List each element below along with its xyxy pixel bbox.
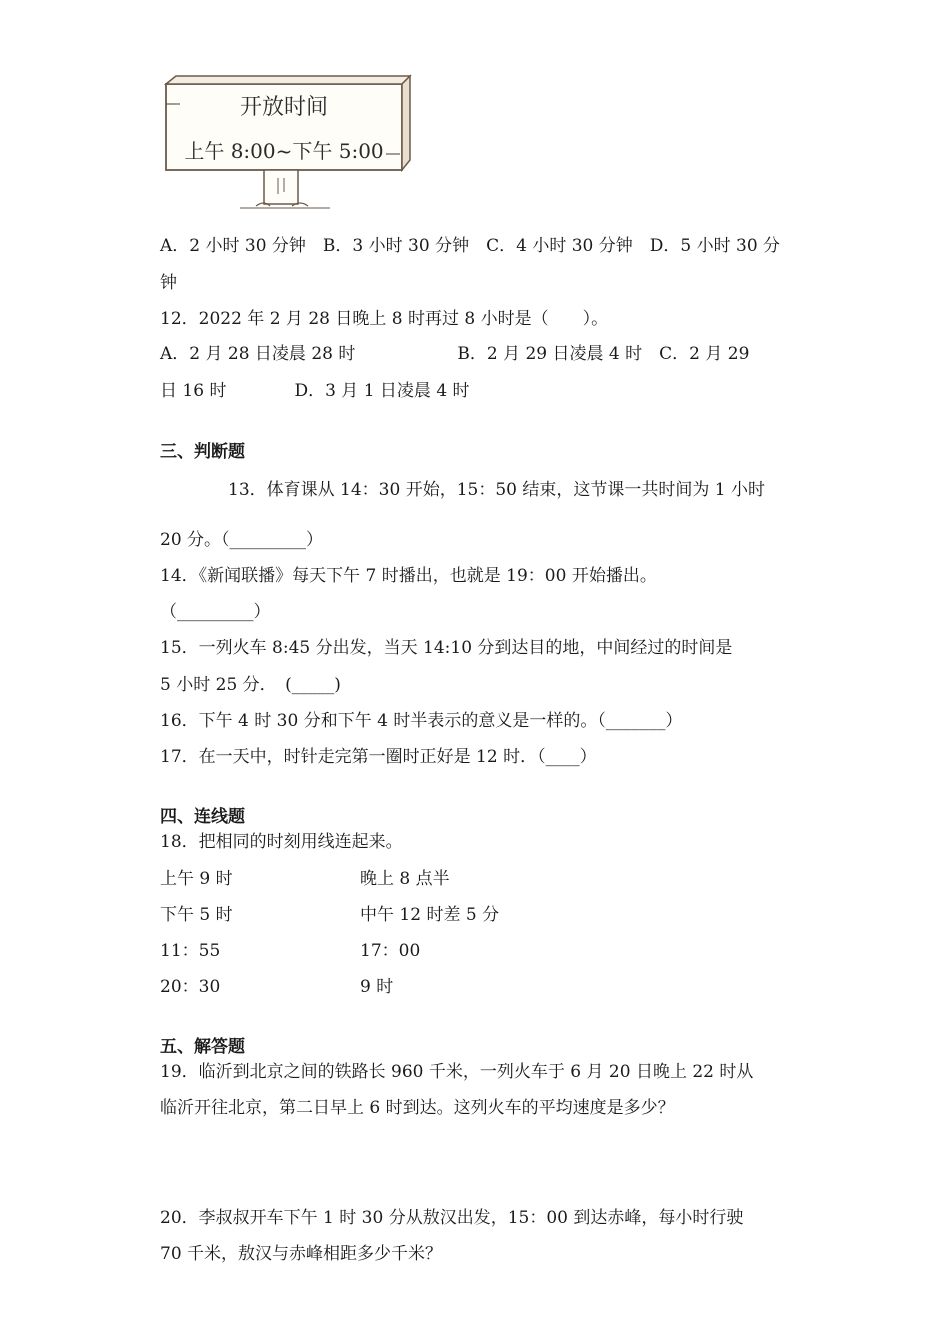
q11-options-line1: A．2 小时 30 分钟 B．3 小时 30 分钟 C．4 小时 30 分钟 D．5 小时 30 分 xyxy=(160,236,781,256)
match-left-item: 11：55 xyxy=(160,941,221,961)
q13-line2: 20 分。（_________） xyxy=(160,530,324,550)
opening-hours-sign xyxy=(160,74,412,212)
q15-line2: 5 小时 25 分． (_____) xyxy=(160,675,341,695)
q20-line2: 70 千米，敖汉与赤峰相距多少千米？ xyxy=(160,1244,443,1264)
match-left-item: 上午 9 时 xyxy=(160,869,233,889)
q20-line1: 20．李叔叔开车下午 1 时 30 分从敖汉出发，15：00 到达赤峰，每小时行驶 xyxy=(160,1208,744,1228)
q18: 18．把相同的时刻用线连起来。 xyxy=(160,832,403,852)
sign-hours: 上午 8:00~下午 5:00 xyxy=(184,139,384,163)
match-right-item: 9 时 xyxy=(360,977,394,997)
match-right-item: 晚上 8 点半 xyxy=(360,869,450,889)
q14-line1: 14．《新闻联播》每天下午 7 时播出，也就是 19：00 开始播出。 xyxy=(160,566,657,586)
q19-line2: 临沂开往北京，第二日早上 6 时到达。这列火车的平均速度是多少？ xyxy=(160,1098,675,1118)
q14-line2: （_________） xyxy=(160,602,271,622)
q19-line1: 19．临沂到北京之间的铁路长 960 千米，一列火车于 6 月 20 日晚上 22 时从 xyxy=(160,1062,754,1082)
q11-options-line2: 钟 xyxy=(160,273,177,293)
q17: 17．在一天中，时针走完第一圈时正好是 12 时．（____） xyxy=(160,747,597,767)
q12-question: 12．2022 年 2 月 28 日晚上 8 时再过 8 小时是（ ）。 xyxy=(160,309,609,329)
section5-heading: 五、解答题 xyxy=(160,1037,245,1057)
q12-options-line1: A．2 月 28 日凌晨 28 时 B．2 月 29 日凌晨 4 时 C．2 月 29 xyxy=(160,344,750,364)
section3-heading: 三、判断题 xyxy=(160,442,245,462)
sign-title: 开放时间 xyxy=(239,95,329,120)
match-right-item: 中午 12 时差 5 分 xyxy=(360,905,500,925)
q12-options-line2: 日 16 时 D．3 月 1 日凌晨 4 时 xyxy=(160,381,470,401)
q15-line1: 15．一列火车 8:45 分出发，当天 14:10 分到达目的地，中间经过的时间是 xyxy=(160,638,733,658)
section4-heading: 四、连线题 xyxy=(160,807,245,827)
match-right-item: 17：00 xyxy=(360,941,421,961)
match-left-item: 下午 5 时 xyxy=(160,905,233,925)
q13-line1: 13．体育课从 14：30 开始，15：50 结束，这节课一共时间为 1 小时 xyxy=(228,480,765,500)
match-left-item: 20：30 xyxy=(160,977,221,997)
q16: 16．下午 4 时 30 分和下午 4 时半表示的意义是一样的。（_______） xyxy=(160,711,683,731)
